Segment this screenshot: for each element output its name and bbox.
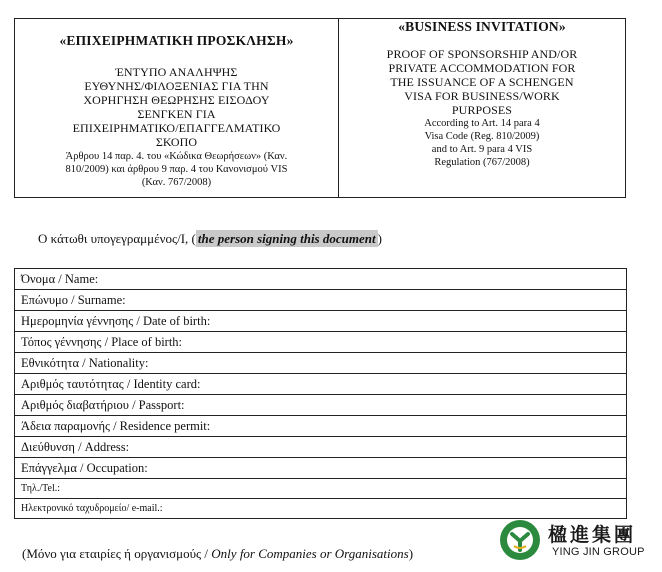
field-passport[interactable]: Αριθμός διαβατήριου / Passport:	[15, 395, 627, 416]
table-row	[15, 395, 627, 416]
greek-legal-reference	[21, 150, 332, 189]
table-row	[15, 332, 627, 353]
companies-note-greek: (Μόνο για εταιρίες ή οργανισμούς /	[22, 546, 212, 561]
companies-note-english: Only for Companies or Organisations	[211, 546, 409, 561]
table-row	[15, 269, 627, 290]
table-row	[15, 353, 627, 374]
english-legal-line: According to Art. 14 para 4	[424, 118, 540, 129]
english-legal-line: and to Art. 9 para 4 VIS	[431, 144, 533, 155]
english-legal-line: Visa Code (Reg. 810/2009)	[424, 131, 540, 142]
field-identity-card[interactable]: Αριθμός ταυτότητας / Identity card:	[15, 374, 627, 395]
logo-emblem-icon	[500, 520, 540, 560]
greek-desc-line: ΕΥΘΥΝΗΣ/ΦΙΛΟΞΕΝΙΑΣ ΓΙΑ ΤΗΝ	[84, 79, 269, 93]
english-title: «BUSINESS INVITATION»	[398, 19, 566, 34]
signer-highlight: the person signing this document	[197, 231, 376, 246]
personal-details-table	[14, 268, 627, 519]
greek-desc-line: ΣΕΝΓΚΕΝ ΓΙΑ	[137, 107, 216, 121]
greek-desc-line: ΧΟΡΗΓΗΣΗ ΘΕΩΡΗΣΗΣ ΕΙΣΟΔΟΥ	[83, 93, 270, 107]
table-row	[15, 437, 627, 458]
greek-desc-line: ΕΠΙΧΕΙΡΗΜΑΤΙΚΟ/ΕΠΑΓΓΕΛΜΑΤΙΚΟ	[72, 121, 281, 135]
field-name[interactable]: Όνομα / Name:	[15, 269, 627, 290]
greek-legal-line: 810/2009) και άρθρου 9 παρ. 4 του Κανονισμού VIS	[65, 164, 288, 175]
english-desc-line: PURPOSES	[451, 103, 513, 117]
field-date-of-birth[interactable]: Ημερομηνία γέννησης / Date of birth:	[15, 311, 627, 332]
signer-prefix: Ο κάτωθι υπογεγραμμένος/I, (	[38, 231, 196, 246]
field-occupation[interactable]: Επάγγελμα / Occupation:	[15, 458, 627, 479]
field-residence-permit[interactable]: Άδεια παραμονής / Residence permit:	[15, 416, 627, 437]
english-form-description	[345, 47, 619, 117]
signer-statement	[38, 231, 382, 247]
table-row	[15, 416, 627, 437]
table-row	[15, 311, 627, 332]
ying-jin-group-logo	[500, 518, 660, 568]
greek-form-description	[21, 65, 332, 149]
english-desc-line: PRIVATE ACCOMMODATION FOR	[388, 61, 576, 75]
table-row	[15, 479, 627, 499]
field-address[interactable]: Διεύθυνση / Address:	[15, 437, 627, 458]
table-row	[15, 290, 627, 311]
field-place-of-birth[interactable]: Τόπος γέννησης / Place of birth:	[15, 332, 627, 353]
companies-note	[22, 546, 413, 562]
signer-suffix: )	[377, 231, 382, 246]
table-row	[15, 374, 627, 395]
english-legal-line: Regulation (767/2008)	[434, 157, 530, 168]
table-row	[15, 499, 627, 519]
header-english-column	[339, 19, 625, 197]
logo-english-text: YING JIN GROUP	[552, 546, 645, 558]
field-surname[interactable]: Επώνυμο / Surname:	[15, 290, 627, 311]
greek-desc-line: ΈΝΤΥΠΟ ΑΝΑΛΗΨΗΣ	[115, 65, 238, 79]
greek-desc-line: ΣΚΟΠΟ	[155, 135, 198, 149]
english-desc-line: THE ISSUANCE OF A SCHENGEN	[390, 75, 574, 89]
greek-title: «ΕΠΙΧΕΙΡΗΜΑΤΙΚΗ ΠΡΟΣΚΛΗΣΗ»	[59, 33, 294, 48]
field-nationality[interactable]: Εθνικότητα / Nationality:	[15, 353, 627, 374]
english-desc-line: VISA FOR BUSINESS/WORK	[404, 89, 560, 103]
field-telephone[interactable]: Τηλ./Tel.:	[15, 479, 627, 499]
companies-note-close: )	[408, 546, 414, 561]
greek-legal-line: (Καν. 767/2008)	[141, 177, 212, 188]
english-legal-reference	[345, 117, 619, 169]
field-email[interactable]: Ηλεκτρονικό ταχυδρομείο/ e-mail.:	[15, 499, 627, 519]
english-desc-line: PROOF OF SPONSORSHIP AND/OR	[386, 47, 578, 61]
table-row	[15, 458, 627, 479]
header-box	[14, 18, 626, 198]
logo-chinese-text: 楹進集團	[548, 524, 637, 546]
greek-legal-line: Άρθρου 14 παρ. 4. του «Κώδικα Θεωρήσεων» (Καν.	[65, 151, 288, 162]
header-greek-column	[15, 19, 339, 197]
